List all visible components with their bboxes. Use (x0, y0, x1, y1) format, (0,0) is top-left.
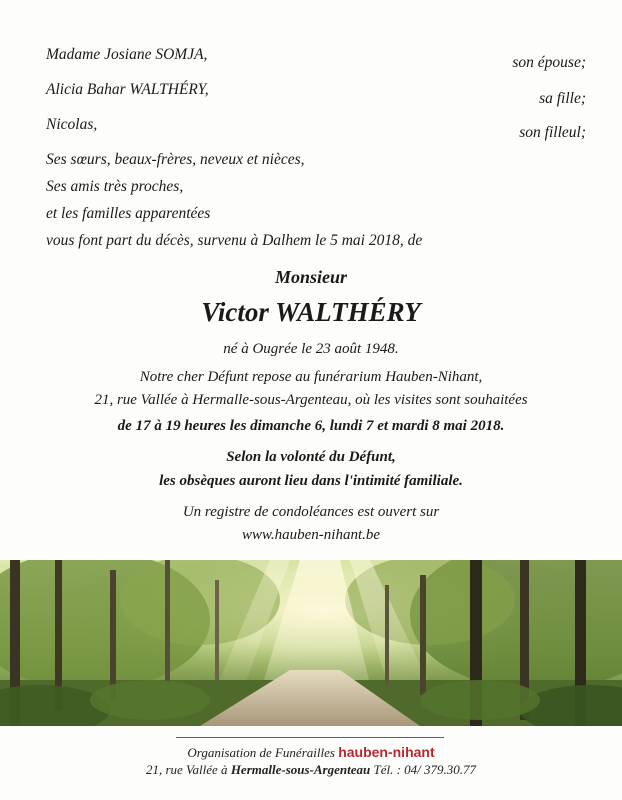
footer-tel: Tél. : 04/ 379.30.77 (373, 762, 477, 777)
family-member-name: Madame Josiane SOMJA, (46, 46, 208, 63)
register-line: Un registre de condoléances est ouvert sur (182, 504, 440, 520)
announcement-line: vous font part du décès, survenu à Dalhem le 5 mai 2018, de (46, 232, 423, 249)
friends-line: Ses amis très proches, (46, 178, 184, 195)
funerarium-line: Notre cher Défunt repose au funérarium Hauben-Nihant, (139, 369, 483, 385)
family-relation: son épouse; (512, 54, 586, 71)
visiting-hours: de 17 à 19 heures les dimanche 6, lundi 7 et mardi 8 mai 2018. (117, 418, 505, 434)
forest-illustration (0, 560, 622, 726)
family-relation: son filleul; (519, 124, 586, 141)
birth-info: né à Ougrée le 23 août 1948. (223, 341, 399, 357)
family-member-name: Alicia Bahar WALTHÉRY, (46, 81, 209, 98)
footer-divider (176, 737, 444, 738)
families-line: et les familles apparentées (46, 205, 211, 222)
family-relation: sa fille; (539, 90, 586, 107)
relatives-line: Ses sœurs, beaux-frères, neveux et nièces, (46, 151, 305, 168)
wishes-line-1: Selon la volonté du Défunt, (226, 449, 396, 465)
footer-org-prefix: Organisation de Funérailles (187, 745, 335, 760)
register-url[interactable]: www.hauben-nihant.be (241, 527, 381, 543)
address-line: 21, rue Vallée à Hermalle-sous-Argenteau, où les visites sont souhaitées (94, 392, 528, 408)
footer-organisation (0, 744, 622, 761)
deceased-name: Victor WALTHÉRY (201, 297, 421, 327)
footer-address (0, 762, 622, 778)
footer-address-prefix: 21, rue Vallée à (145, 762, 228, 777)
deceased-title: Monsieur (274, 267, 348, 287)
forest-path-image (0, 560, 622, 726)
wishes-line-2: les obsèques auront lieu dans l'intimité familiale. (159, 473, 463, 489)
brand-logo-text: hauben-nihant (338, 744, 435, 760)
footer-town: Hermalle-sous-Argenteau (230, 762, 371, 777)
family-member-name: Nicolas, (46, 116, 98, 133)
